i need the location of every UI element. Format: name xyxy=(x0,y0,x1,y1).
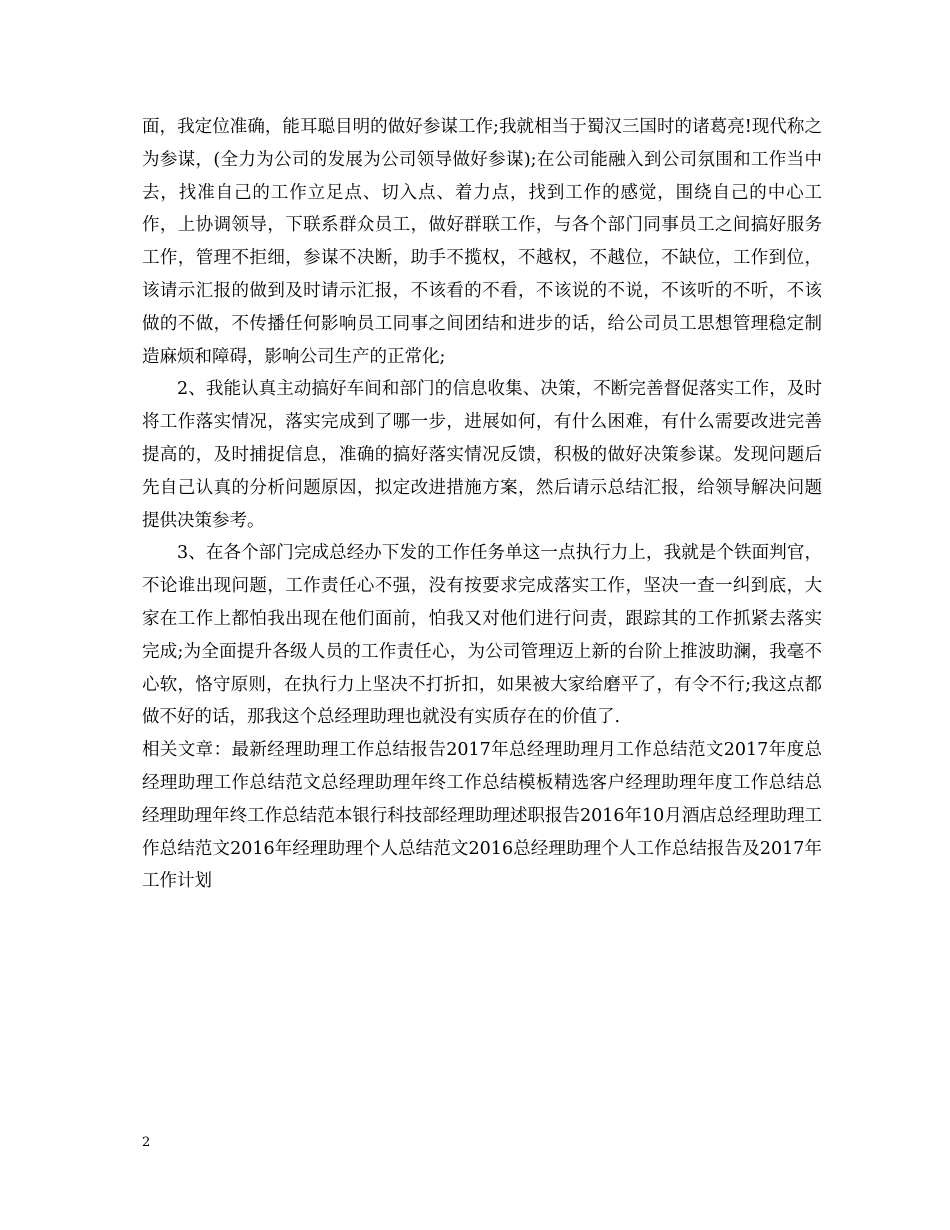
paragraph-continuation: 面，我定位准确，能耳聪目明的做好参谋工作;我就相当于蜀汉三国时的诸葛亮!现代称之为参谋，(全力为公司的发展为公司领导做好参谋);在公司能融入到公司氛围和工作当中去，找准自己的工作立足点、切入点、着力点，找到工作的感觉，围绕自己的中心工作，上协调领导，下联系群众员工，做好群联工作，与各个部门同事员工之间搞好服务工作，管理不拒细，参谋不决断，助手不揽权，不越权，不越位，不缺位，工作到位，该请示汇报的做到及时请示汇报，不该看的不看，不该说的不说，不该听的不听，不该做的不做，不传播任何影响员工同事之间团结和进步的话，给公司员工思想管理稳定制造麻烦和障碍，影响公司生产的正常化; xyxy=(142,117,822,367)
document-body xyxy=(142,111,822,898)
related-articles: 相关文章：最新经理助理工作总结报告2017年总经理助理月工作总结范文2017年度总经理助理工作总结范文总经理助理年终工作总结模板精选客户经理助理年度工作总结总经理助理年终工作总结范本银行科技部经理助理述职报告2016年10月酒店总经理助理工作总结范文2016年经理助理个人总结范文2016总经理助理个人工作总结报告及2017年工作计划 xyxy=(142,740,822,892)
page-number: 2 xyxy=(142,1135,151,1150)
paragraph-item-2: 2、我能认真主动搞好车间和部门的信息收集、决策，不断完善督促落实工作，及时将工作落实情况，落实完成到了哪一步，进展如何，有什么困难，有什么需要改进完善提高的，及时捕捉信息，准确的搞好落实情况反馈，积极的做好决策参谋。发现问题后先自己认真的分析问题原因，拟定改进措施方案，然后请示总结汇报，给领导解决问题提供决策参考。 xyxy=(142,379,822,531)
paragraph-item-3: 3、在各个部门完成总经办下发的工作任务单这一点执行力上，我就是个铁面判官，不论谁出现问题，工作责任心不强，没有按要求完成落实工作，坚决一查一纠到底，大家在工作上都怕我出现在他们面前，怕我又对他们进行问责，跟踪其的工作抓紧去落实完成;为全面提升各级人员的工作责任心，为公司管理迈上新的台阶上推波助澜，我毫不心软，恪守原则，在执行力上坚决不打折扣，如果被大家给磨平了，有令不行;我这点都做不好的话，那我这个总经理助理也就没有实质存在的价值了. xyxy=(142,543,822,728)
